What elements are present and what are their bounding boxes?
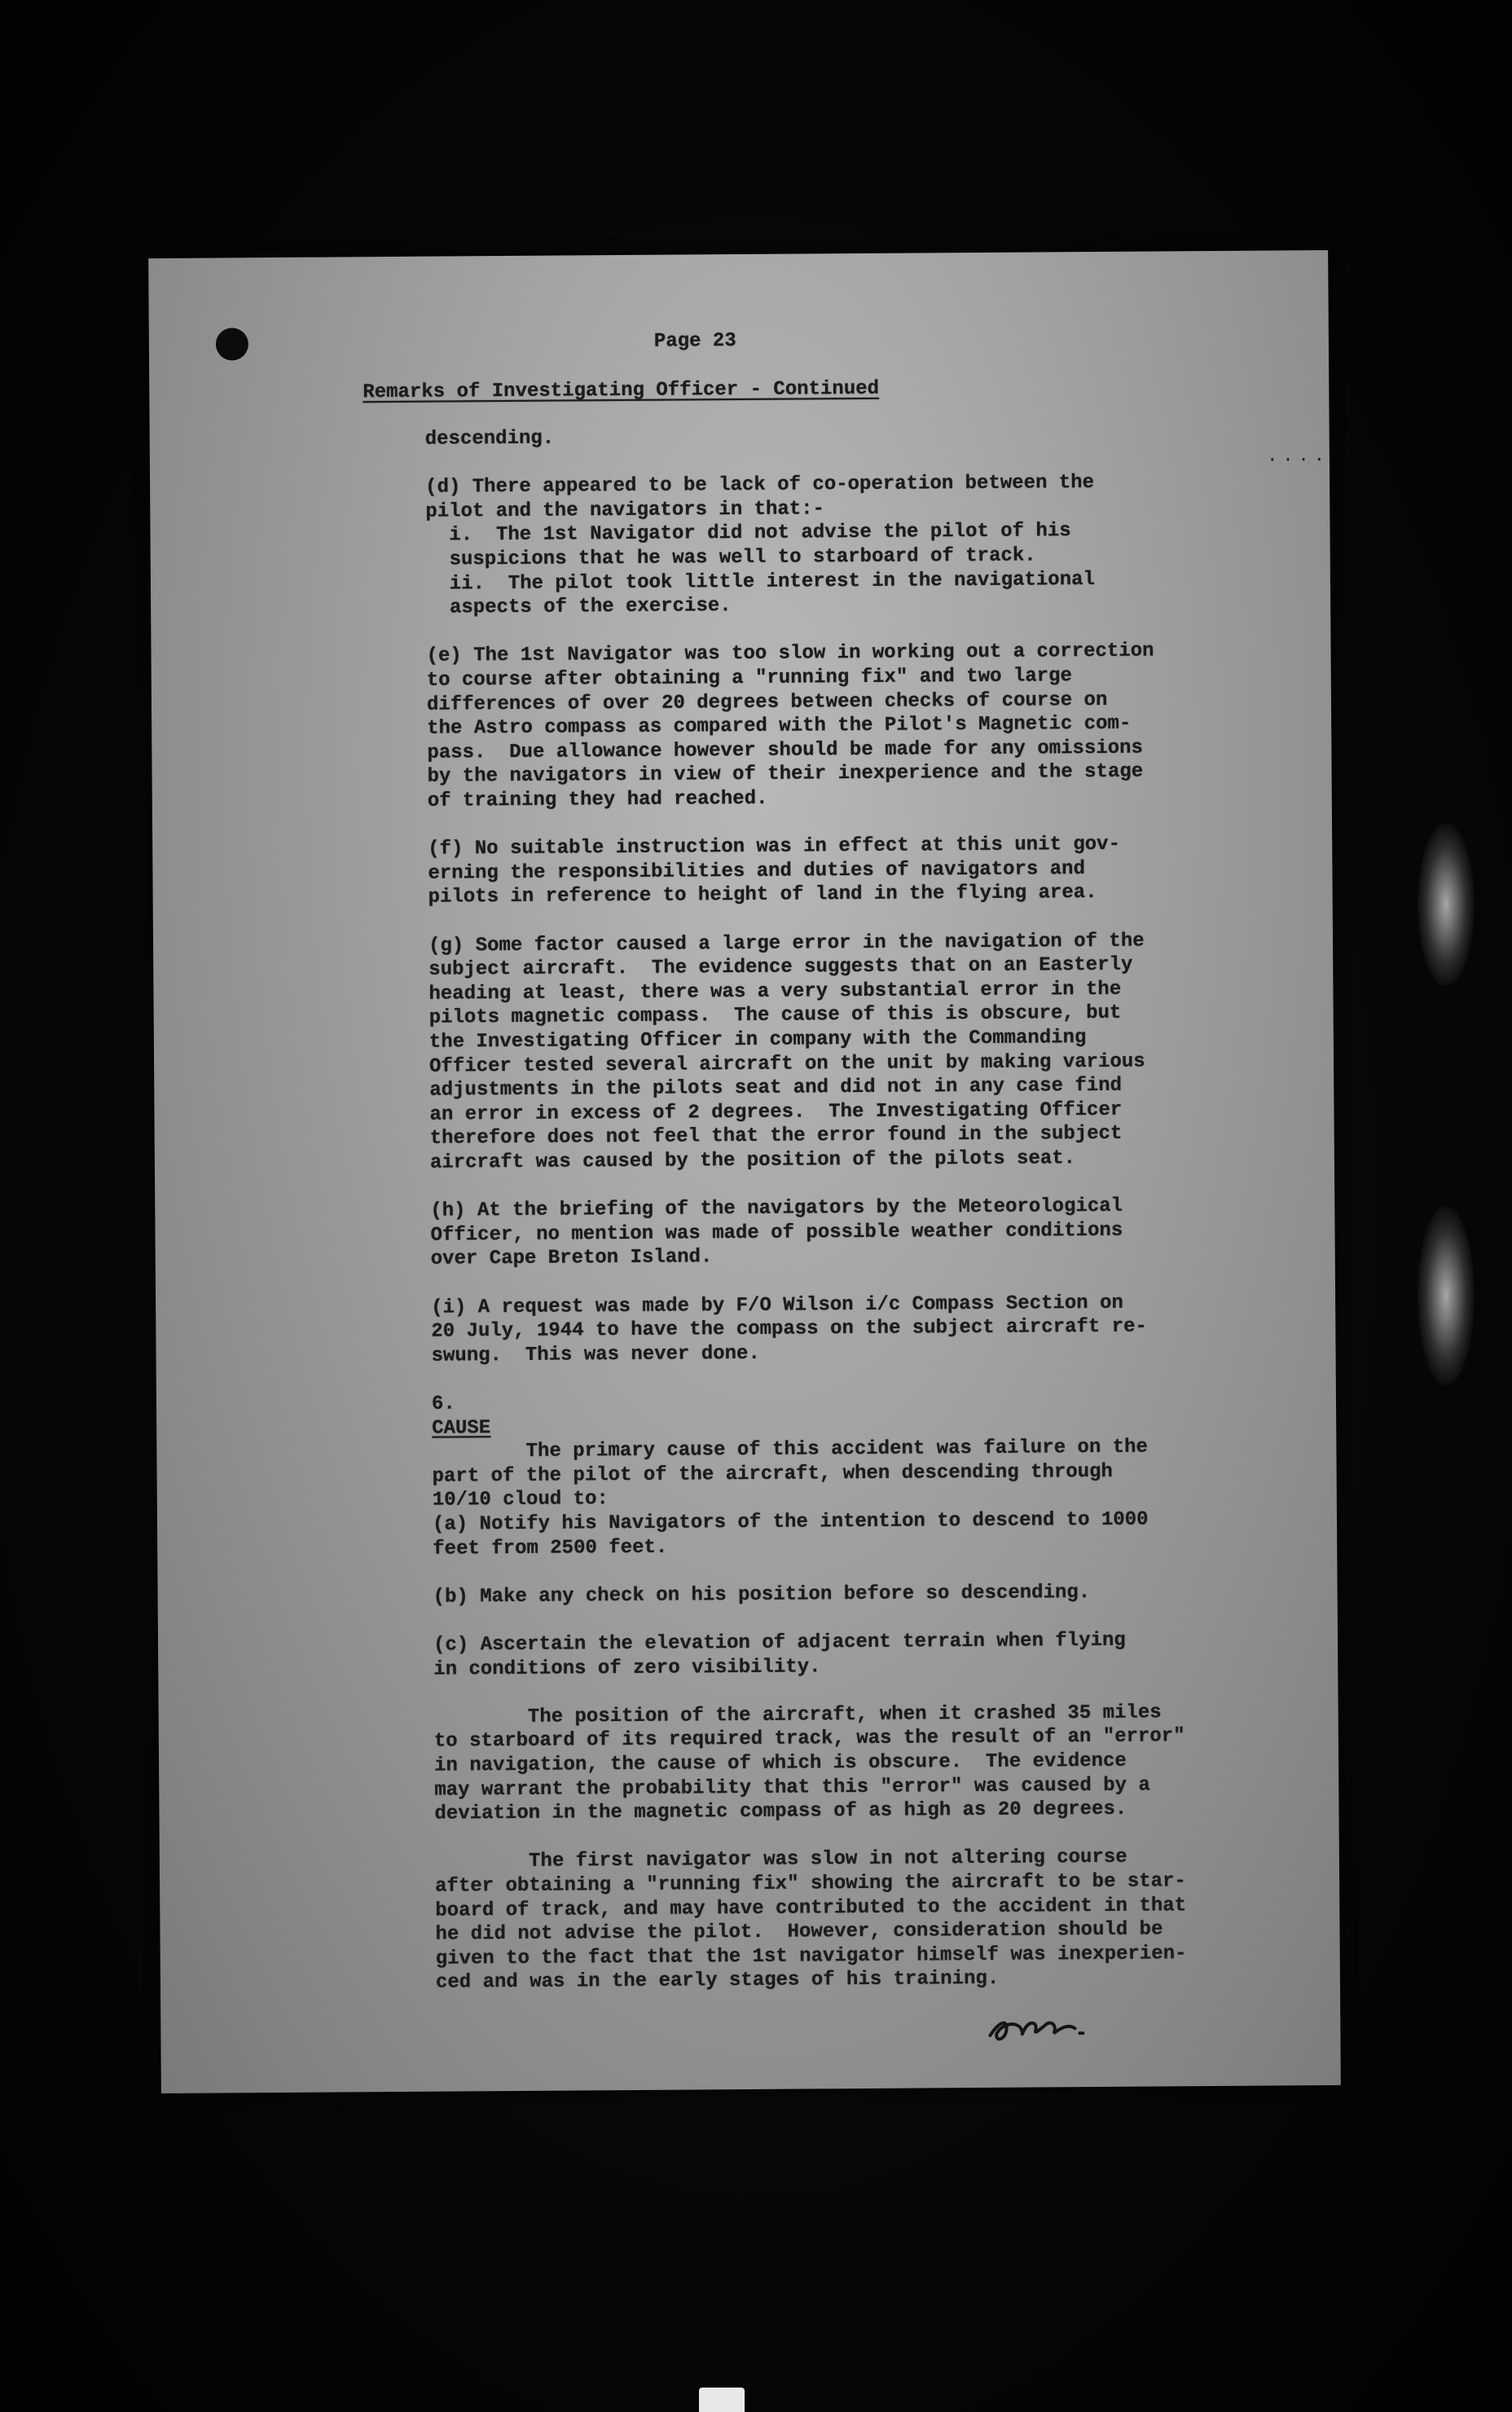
text-line: descending. (424, 427, 555, 451)
text-line: given to the fact that the 1st navigator himself was inexperien- (435, 1943, 1187, 1970)
text-line: The first navigator was slow in not altering course (434, 1846, 1127, 1874)
text-line: feet from 2500 feet. (433, 1536, 668, 1560)
section-header: Remarks of Investigating Officer - Continued (363, 377, 880, 404)
text-line: (d) There appeared to be lack of co-operation between the (425, 472, 1095, 499)
text-line: to course after obtaining a "running fix" and two large (426, 665, 1072, 692)
text-line: heading at least, there was a very substantial error in the (429, 978, 1122, 1006)
text-line: the Astro compass as compared with the Pilot's Magnetic com- (427, 712, 1132, 740)
text-line: (c) Ascertain the elevation of adjacent terrain when flying (433, 1629, 1126, 1657)
text-line: suspicions that he was well to starboard of track. (425, 544, 1036, 571)
text-line: 20 July, 1944 to have the compass on the subject aircraft re- (431, 1315, 1147, 1343)
page-number: Page 23 (653, 330, 736, 353)
text-line: Officer tested several aircraft on the unit by making various (429, 1050, 1145, 1078)
scan-edge-mark (699, 2388, 745, 2412)
text-line: he did not advise the pilot. However, consideration should be (435, 1918, 1163, 1946)
text-line: i. The 1st Navigator did not advise the pilot of his (425, 520, 1071, 548)
text-line: (f) No suitable instruction was in effect at this unit gov- (428, 833, 1121, 860)
text-line: pilots in reference to height of land in the flying area. (428, 882, 1097, 909)
text-line: 10/10 cloud to: (432, 1488, 609, 1512)
text-line: (i) A request was made by F/O Wilson i/c Compass Section on (431, 1292, 1123, 1319)
text-line: by the navigators in view of their inexperience and the stage (427, 760, 1144, 789)
text-line: (a) Notify his Navigators of the intention to descend to 1000 (432, 1508, 1149, 1536)
text-line: an error in excess of 2 degrees. The Investigating Officer (429, 1098, 1123, 1126)
text-line: may warrant the probability that this "error" was caused by a (434, 1774, 1150, 1802)
text-line: erning the responsibilities and duties of navigators and (428, 857, 1086, 885)
text-line: CAUSE (432, 1416, 491, 1440)
text-line: pass. Due allowance however should be made for any omissions (427, 737, 1144, 764)
text-line: over Cape Breton Island. (430, 1246, 713, 1271)
handwritten-signature (983, 2004, 1097, 2045)
text-line: ced and was in the early stages of his training. (435, 1968, 1000, 1995)
text-line: pilot and the navigators in that:- (425, 498, 825, 523)
text-line: subject aircraft. The evidence suggests that on an Easterly (429, 953, 1133, 981)
text-line: aircraft was caused by the position of the pilots seat. (429, 1147, 1076, 1174)
scan-glare (1418, 823, 1475, 986)
text-line: (b) Make any check on his position before so descending. (433, 1581, 1091, 1609)
punch-hole (216, 328, 248, 360)
text-line: (h) At the briefing of the navigators by the Meteorological (430, 1195, 1123, 1222)
text-line: ii. The pilot took little interest in the navigational (425, 568, 1095, 596)
text-line: in navigation, the cause of which is obscure. The evidence (433, 1750, 1127, 1777)
text-line: adjustments in the pilots seat and did not in any case find (429, 1074, 1123, 1102)
text-line: pilots magnetic compass. The cause of this is obscure, but (429, 1002, 1122, 1030)
text-line: 6. (431, 1393, 455, 1415)
text-line: Officer, no mention was made of possible weather conditions (430, 1219, 1123, 1247)
text-line: of training they had reached. (427, 787, 768, 812)
text-line: board of track, and may have contributed to the accident in that (435, 1894, 1187, 1922)
text-line: The position of the aircraft, when it crashed 35 miles (433, 1701, 1162, 1729)
text-line: The primary cause of this accident was failure on the (432, 1436, 1149, 1463)
text-line: part of the pilot of the aircraft, when descending through (432, 1460, 1114, 1488)
text-line: (g) Some factor caused a large error in the navigation of the (428, 930, 1145, 957)
scan-glare (1418, 1206, 1475, 1385)
edge-dots: .... (1266, 445, 1330, 467)
text-line: in conditions of zero visibility. (433, 1655, 821, 1681)
text-line: (e) The 1st Navigator was too slow in working out a correction (426, 640, 1154, 668)
text-line: therefore does not feel that the error found in the subject (429, 1123, 1123, 1151)
text-line: deviation in the magnetic compass of as high as 20 degrees. (434, 1798, 1127, 1825)
text-line: differences of over 20 degrees between checks of course on (426, 689, 1108, 716)
text-line: aspects of the exercise. (426, 595, 732, 619)
document-page (148, 250, 1341, 2093)
text-line: the Investigating Officer in company with the Commanding (429, 1027, 1087, 1054)
text-line: after obtaining a "running fix" showing the aircraft to be star- (435, 1870, 1186, 1898)
text-line: swung. This was never done. (431, 1342, 760, 1367)
text-line: to starboard of its required track, was the result of an "error" (433, 1725, 1185, 1754)
